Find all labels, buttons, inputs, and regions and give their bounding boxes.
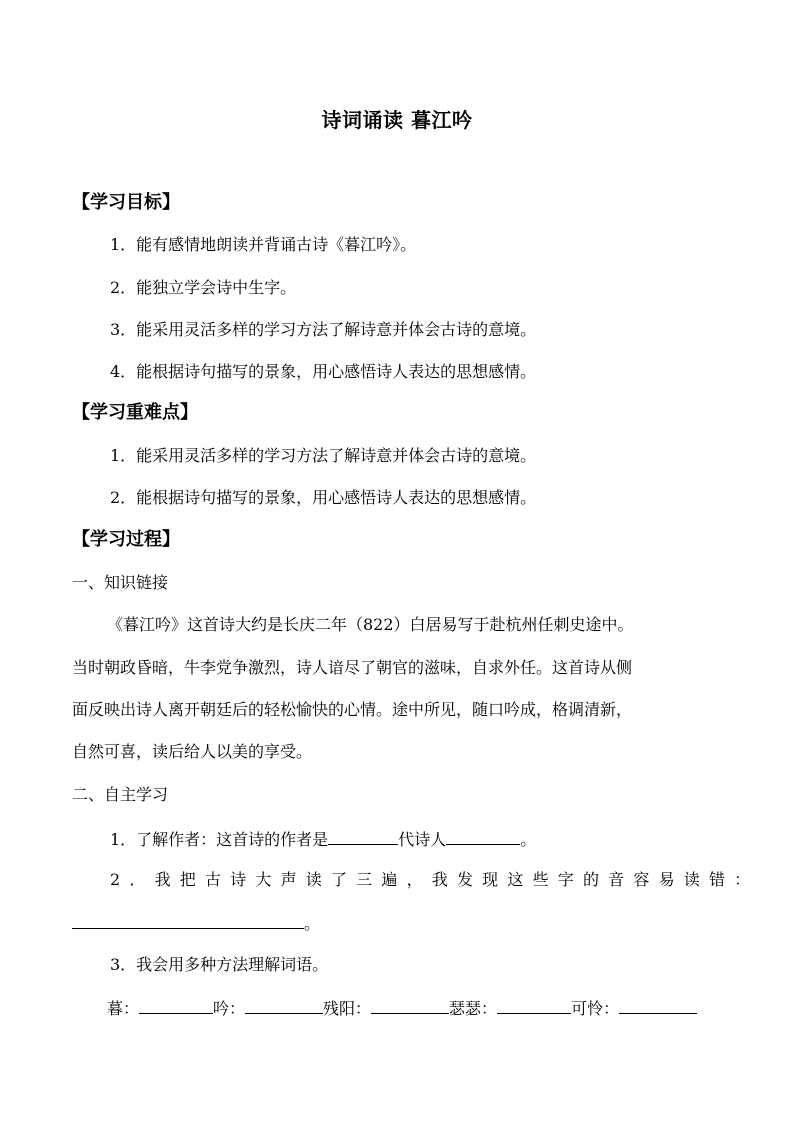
paragraph-line-4: 自然可喜，读后给人以美的享受。 bbox=[72, 742, 313, 761]
question-1-middle: 代诗人 bbox=[398, 830, 447, 849]
subheading-self-study: 二、自主学习 bbox=[72, 785, 169, 804]
word-meaning-row bbox=[107, 997, 697, 1019]
dynasty-blank[interactable] bbox=[328, 828, 398, 845]
section-heading-goals: 【学习目标】 bbox=[72, 192, 180, 213]
goal-item-4: 4．能根据诗句描写的景象，用心感悟诗人表达的思想感情。 bbox=[110, 362, 537, 381]
mispronounced-chars-blank[interactable] bbox=[72, 912, 304, 929]
paragraph-line-2: 当时朝政昏暗，牛李党争激烈，诗人谙尽了朝官的滋味，自求外任。这首诗从侧 bbox=[72, 658, 633, 677]
section-heading-key-points: 【学习重难点】 bbox=[72, 402, 198, 423]
word-label-kelian: 可怜： bbox=[571, 999, 620, 1018]
word-label-yin: 吟： bbox=[213, 999, 246, 1018]
paragraph-line-1: 《暮江吟》这首诗大约是长庆二年（822）白居易写于赴杭州任刺史途中。 bbox=[107, 615, 634, 634]
paragraph-line-3: 面反映出诗人离开朝廷后的轻松愉快的心情。途中所见，随口吟成，格调清新， bbox=[72, 700, 633, 719]
word-label-sese: 瑟瑟： bbox=[449, 999, 498, 1018]
word-blank-canyang[interactable] bbox=[371, 997, 449, 1014]
goal-item-3: 3．能采用灵活多样的学习方法了解诗意并体会古诗的意境。 bbox=[110, 320, 537, 339]
word-label-canyang: 残阳： bbox=[323, 999, 372, 1018]
word-label-mu: 暮： bbox=[107, 999, 140, 1018]
question-2: 2．我把古诗大声读了三遍，我发现这些字的音容易读错： bbox=[110, 870, 760, 889]
word-blank-yin[interactable] bbox=[245, 997, 323, 1014]
question-1 bbox=[110, 828, 536, 850]
section-heading-process: 【学习过程】 bbox=[72, 529, 180, 550]
question-1-suffix: 。 bbox=[520, 830, 537, 849]
question-2-answer-line bbox=[72, 912, 320, 934]
word-blank-sese[interactable] bbox=[497, 997, 571, 1014]
subheading-knowledge-link: 一、知识链接 bbox=[72, 573, 169, 592]
poet-name-blank[interactable] bbox=[446, 828, 520, 845]
goal-item-2: 2．能独立学会诗中生字。 bbox=[110, 278, 297, 297]
key-point-item-2: 2．能根据诗句描写的景象，用心感悟诗人表达的思想感情。 bbox=[110, 488, 537, 507]
question-2-suffix: 。 bbox=[304, 914, 321, 933]
key-point-item-1: 1．能采用灵活多样的学习方法了解诗意并体会古诗的意境。 bbox=[110, 446, 537, 465]
question-1-prefix: 1．了解作者：这首诗的作者是 bbox=[110, 830, 329, 849]
goal-item-1: 1．能有感情地朗读并背诵古诗《暮江吟》。 bbox=[110, 235, 417, 254]
page-title: 诗词诵读 暮江吟 bbox=[321, 108, 473, 132]
word-blank-mu[interactable] bbox=[139, 997, 213, 1014]
question-3: 3．我会用多种方法理解词语。 bbox=[110, 955, 329, 974]
word-blank-kelian[interactable] bbox=[619, 997, 697, 1014]
